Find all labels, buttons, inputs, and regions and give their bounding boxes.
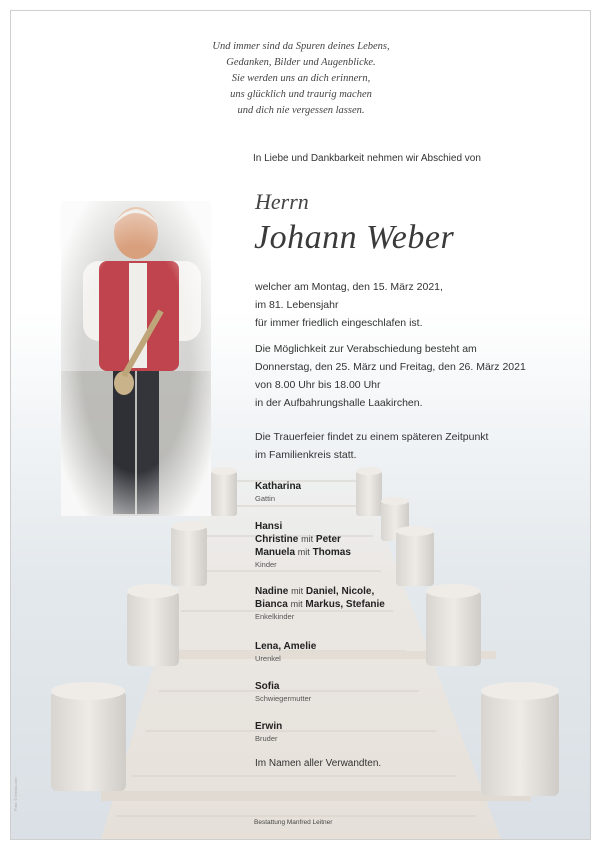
family-name: Nadine bbox=[255, 586, 289, 597]
funeral-line: im Familienkreis statt. bbox=[255, 449, 357, 461]
memorial-poem bbox=[161, 39, 441, 119]
poem-line: uns glücklich und traurig machen bbox=[230, 89, 372, 100]
family-role: Enkelkinder bbox=[255, 612, 295, 621]
family-name: Lena, Amelie bbox=[255, 641, 317, 652]
family-name: Manuela bbox=[255, 547, 296, 558]
poem-line: Sie werden uns an dich erinnern, bbox=[231, 73, 371, 84]
family-brother bbox=[255, 721, 282, 744]
family-name: Bianca bbox=[255, 599, 288, 610]
family-grandchildren bbox=[255, 585, 385, 622]
family-name: Katharina bbox=[255, 481, 302, 492]
family-name: Christine bbox=[255, 534, 299, 545]
mit-word: mit bbox=[301, 534, 314, 544]
salutation: Herrn bbox=[255, 189, 309, 214]
viewing-info bbox=[255, 340, 526, 412]
family-spouse bbox=[255, 481, 301, 504]
mit-word: mit bbox=[291, 586, 304, 596]
family-children bbox=[255, 521, 351, 570]
family-pair bbox=[255, 598, 385, 611]
family-great-grandchildren bbox=[255, 641, 316, 664]
funeral-home-footer: Bestattung Manfred Leitner bbox=[254, 819, 333, 826]
family-pair bbox=[255, 585, 385, 598]
poem-line: und dich nie vergessen lassen. bbox=[237, 105, 365, 116]
viewing-line: in der Aufbahrungshalle Laakirchen. bbox=[255, 397, 423, 409]
death-notice-line: welcher am Montag, den 15. März 2021, bbox=[255, 281, 443, 293]
poem-line: Und immer sind da Spuren deines Lebens, bbox=[212, 41, 390, 52]
intro-text: In Liebe und Dankbarkeit nehmen wir Abschied von bbox=[253, 153, 481, 164]
family-name: Sofia bbox=[255, 681, 280, 692]
family-role: Schwiegermutter bbox=[255, 694, 312, 703]
death-notice-line: im 81. Lebensjahr bbox=[255, 299, 339, 311]
poem-line: Gedanken, Bilder und Augenblicke. bbox=[226, 57, 376, 68]
obituary-page bbox=[10, 10, 591, 840]
family-name: Hansi bbox=[255, 521, 283, 532]
viewing-line: von 8.00 Uhr bis 18.00 Uhr bbox=[255, 379, 381, 391]
family-name: Markus, Stefanie bbox=[305, 599, 385, 610]
family-name: Erwin bbox=[255, 721, 283, 732]
family-role: Gattin bbox=[255, 494, 276, 503]
funeral-line: Die Trauerfeier findet zu einem späteren Zeitpunkt bbox=[255, 431, 489, 443]
viewing-line: Die Möglichkeit zur Verabschiedung besteht am bbox=[255, 343, 477, 355]
family-name: Daniel, Nicole, bbox=[305, 586, 375, 597]
family-mother-in-law bbox=[255, 681, 311, 704]
family-pair bbox=[255, 546, 351, 559]
family-role: Bruder bbox=[255, 734, 278, 743]
deceased-name: Johann Weber bbox=[254, 219, 455, 256]
family-name: Thomas bbox=[312, 547, 351, 558]
death-notice-line: für immer friedlich eingeschlafen ist. bbox=[255, 317, 423, 329]
mit-word: mit bbox=[297, 547, 310, 557]
family-name: Peter bbox=[315, 534, 341, 545]
photo-credit: Foto: © fotolia.com bbox=[13, 777, 18, 811]
death-notice bbox=[255, 278, 443, 332]
viewing-line: Donnerstag, den 25. März und Freitag, den 26. März 2021 bbox=[255, 361, 526, 373]
family-pair bbox=[255, 533, 351, 546]
mit-word: mit bbox=[290, 599, 303, 609]
closing-text: Im Namen aller Verwandten. bbox=[255, 758, 382, 769]
family-role: Urenkel bbox=[255, 654, 281, 663]
funeral-info bbox=[255, 428, 488, 464]
family-role: Kinder bbox=[255, 560, 277, 569]
